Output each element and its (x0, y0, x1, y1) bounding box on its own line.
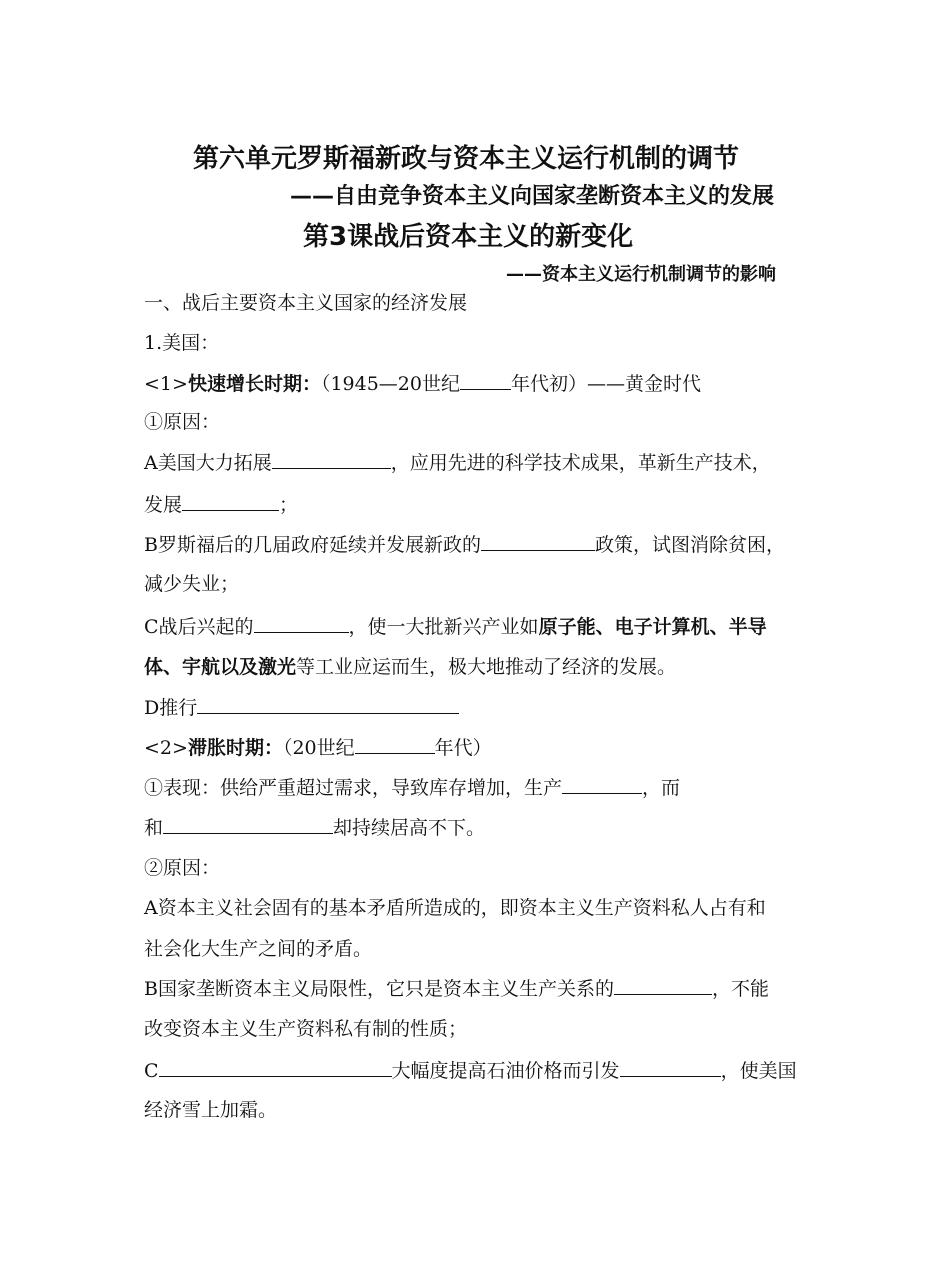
reason2-b-text1: B国家垄断资本主义局限性，它只是资本主义生产关系的 (144, 978, 614, 1000)
reasons2-label: ②原因： (144, 857, 221, 879)
reason-a-text1: A美国大力拓展 (144, 452, 272, 474)
reason-d-line (144, 695, 459, 720)
blank-field[interactable] (562, 775, 642, 794)
period1-text-a: （1945—20世纪 (320, 373, 460, 395)
blank-field[interactable] (254, 614, 349, 633)
usa-label: 1.美国： (144, 332, 220, 354)
reason-d-text1: D推行 (144, 697, 198, 719)
reason2-a-line1: A资本主义社会固有的基本矛盾所造成的，即资本主义生产资料私人占有和 (144, 897, 766, 919)
reason-c-text3: 等工业应运而生，极大地推动了经济的发展。 (296, 656, 677, 678)
symptom-text2: ，而 (642, 777, 681, 799)
reason-a-text2: ，应用先进的科学技术成果，革新生产技术， (390, 452, 771, 474)
reason-c-text2: ，使一大批新兴产业如 (348, 616, 539, 638)
reason-c-bold1: 原子能、电子计算机、半导 (538, 616, 767, 638)
blank-field[interactable] (159, 1058, 392, 1077)
blank-field[interactable] (182, 492, 279, 511)
section-heading: 一、战后主要资本主义国家的经济发展 (144, 292, 468, 314)
symptom-text3: 和 (144, 817, 164, 839)
reason-a-text3: 发展 (144, 494, 183, 516)
reason2-b-line1 (144, 976, 769, 1001)
blank-field[interactable] (481, 532, 595, 551)
reason-a-line1 (144, 450, 771, 475)
blank-field[interactable] (620, 1058, 721, 1077)
reason-a-line2 (144, 492, 298, 517)
reason2-a-line2: 社会化大生产之间的矛盾。 (144, 938, 373, 960)
unit-title: 第六单元罗斯福新政与资本主义运行机制的调节 (193, 144, 740, 174)
reason2-c-text2: 大幅度提高石油价格而引发 (391, 1060, 620, 1082)
reason-a-text4: ； (279, 494, 299, 516)
reason-b-text2: 政策，试图消除贫困， (594, 534, 785, 556)
symptom-text4: 却持续居高不下。 (333, 817, 486, 839)
symptom-line1 (144, 775, 680, 800)
period2-label: 滞胀时期： (187, 737, 283, 759)
reason2-c-text3: ，使美国 (720, 1060, 797, 1082)
lesson-subtitle: ——资本主义运行机制调节的影响 (506, 264, 776, 285)
period1-prefix: <1> (144, 373, 188, 395)
reason2-b-line2: 改变资本主义生产资料私有制的性质； (144, 1018, 468, 1040)
period2-line (144, 735, 492, 760)
blank-field[interactable] (614, 976, 712, 995)
period2-prefix: <2> (144, 737, 188, 759)
reason-c-line1 (144, 614, 767, 639)
blank-field[interactable] (272, 450, 391, 469)
reasons-label: ①原因： (144, 411, 221, 433)
reason-c-bold2: 体、宇航以及激光 (144, 656, 297, 678)
unit-subtitle: ——自由竞争资本主义向国家垄断资本主义的发展 (290, 184, 775, 209)
reason2-c-text1: C (144, 1060, 159, 1082)
blank-field[interactable] (197, 695, 459, 714)
period2-text-a: （20世纪 (282, 737, 355, 759)
reason-c-line2 (144, 655, 676, 679)
reason-b-text1: B罗斯福后的几届政府延续并发展新政的 (144, 534, 481, 556)
reason-b-line2: 减少失业； (144, 573, 240, 595)
reason2-b-text2: ，不能 (711, 978, 769, 1000)
reason-c-text1: C战后兴起的 (144, 616, 254, 638)
lesson-title: 第3课战后资本主义的新变化 (303, 222, 634, 252)
reason2-c-line1 (144, 1058, 797, 1083)
blank-field[interactable] (460, 371, 511, 390)
period2-text-b: 年代） (434, 737, 492, 759)
reason2-c-line2: 经济雪上加霜。 (144, 1099, 278, 1121)
reason-b-line1 (144, 532, 785, 557)
period1-line (144, 371, 701, 396)
period1-label: 快速增长时期： (187, 373, 321, 395)
symptom-text1: ①表现：供给严重超过需求，导致库存增加，生产 (144, 777, 563, 799)
period1-text-b: 年代初）——黄金时代 (510, 373, 701, 395)
blank-field[interactable] (355, 735, 435, 754)
blank-field[interactable] (163, 815, 333, 834)
symptom-line2 (144, 815, 485, 840)
